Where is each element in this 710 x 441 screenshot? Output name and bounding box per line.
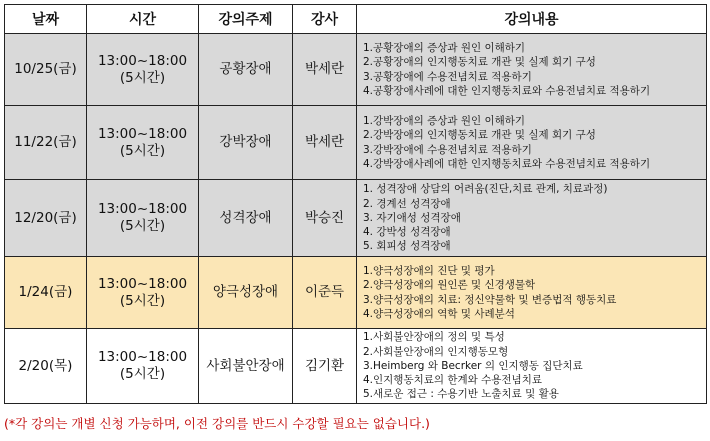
- time-range: 13:00~18:00: [97, 275, 188, 292]
- header-content: 강의내용: [357, 5, 707, 34]
- cell-time: [87, 180, 199, 257]
- content-item: 2.공황장애의 인지행동치료 개관 및 실제 회기 구성: [363, 56, 596, 69]
- cell-date: 11/22(금): [5, 106, 87, 180]
- table-row: [5, 34, 707, 106]
- content-item: 2.사회불안장애의 인지행동모형: [363, 345, 509, 358]
- content-item: 3.강박장애에 수용전념치료 적용하기: [363, 143, 532, 156]
- content-item: 3.Heimberg 와 Becrker 의 인지행동 집단치료: [363, 359, 583, 372]
- footnote: (*각 강의는 개별 신청 가능하며, 이전 강의를 반드시 수강할 필요는 없습니다.): [4, 416, 430, 431]
- cell-date: 1/24(금): [5, 257, 87, 329]
- content-item: 2. 경계선 성격장애: [363, 197, 451, 210]
- content-item: 4.강박장애사례에 대한 인지행동치료와 수용전념치료 적용하기: [363, 157, 651, 170]
- header-instructor: 강사: [293, 5, 357, 34]
- content-item: 1.사회불안장애의 정의 및 특성: [363, 331, 505, 344]
- time-range: 13:00~18:00: [97, 201, 188, 217]
- cell-topic: 강박장애: [199, 106, 293, 180]
- content-item: 3.공황장애에 수용전념치료 적용하기: [363, 70, 532, 83]
- content-item: 1.강박장애의 증상과 원인 이해하기: [363, 115, 526, 128]
- content-item: 4. 강박성 성격장애: [363, 226, 451, 239]
- cell-content: [357, 106, 707, 180]
- table-row: [5, 329, 707, 404]
- content-item: 2.강박장애의 인지행동치료 개관 및 실제 회기 구성: [363, 129, 596, 142]
- content-item: 1.공황장애의 증상과 원인 이해하기: [363, 42, 526, 55]
- time-duration: (5시간): [119, 218, 166, 234]
- cell-instructor: 김기환: [293, 329, 357, 404]
- time-duration: (5시간): [119, 69, 166, 86]
- time-range: 13:00~18:00: [97, 125, 188, 142]
- cell-instructor: 박승진: [293, 180, 357, 257]
- content-item: 5. 회피성 성격장애: [363, 240, 451, 253]
- content-item: 2.양극성장애의 원인론 및 신경생물학: [363, 279, 536, 292]
- cell-content: [357, 329, 707, 404]
- cell-content: [357, 257, 707, 329]
- header-time: 시간: [87, 5, 199, 34]
- content-item: 1. 성격장애 상담의 어려움(진단,치료 관계, 치료과정): [363, 183, 608, 196]
- content-item: 3. 자기애성 성격장애: [363, 211, 461, 224]
- cell-date: 2/20(목): [5, 329, 87, 404]
- content-item: 4.양극성장애의 역학 및 사례분석: [363, 307, 515, 320]
- lecture-schedule-table: [4, 4, 707, 404]
- cell-content: [357, 180, 707, 257]
- table-row: [5, 180, 707, 257]
- table-row: [5, 106, 707, 180]
- cell-instructor: 박세란: [293, 34, 357, 106]
- time-duration: (5시간): [119, 142, 166, 159]
- table-header-row: [5, 5, 707, 34]
- cell-time: [87, 257, 199, 329]
- content-item: 1.양극성장애의 진단 및 평가: [363, 265, 495, 278]
- cell-instructor: 박세란: [293, 106, 357, 180]
- table-row: [5, 257, 707, 329]
- content-item: 4.인지행동치료의 한계와 수용전념치료: [363, 374, 542, 387]
- cell-time: [87, 34, 199, 106]
- time-duration: (5시간): [119, 292, 166, 309]
- time-range: 13:00~18:00: [97, 349, 188, 365]
- header-date: 날짜: [5, 5, 87, 34]
- cell-content: [357, 34, 707, 106]
- cell-topic: 공황장애: [199, 34, 293, 106]
- content-item: 4.공황장애사례에 대한 인지행동치료와 수용전념치료 적용하기: [363, 84, 651, 97]
- cell-topic: 성격장애: [199, 180, 293, 257]
- header-topic: 강의주제: [199, 5, 293, 34]
- content-item: 5.새로운 접근 : 수용기반 노출치료 및 활용: [363, 388, 559, 401]
- cell-date: 10/25(금): [5, 34, 87, 106]
- cell-date: 12/20(금): [5, 180, 87, 257]
- cell-time: [87, 329, 199, 404]
- time-duration: (5시간): [119, 366, 166, 382]
- time-range: 13:00~18:00: [97, 52, 188, 69]
- cell-time: [87, 106, 199, 180]
- cell-topic: 사회불안장애: [199, 329, 293, 404]
- content-item: 3.양극성장애의 치료: 정신약물학 및 변증법적 행동치료: [363, 293, 617, 306]
- cell-topic: 양극성장애: [199, 257, 293, 329]
- cell-instructor: 이준득: [293, 257, 357, 329]
